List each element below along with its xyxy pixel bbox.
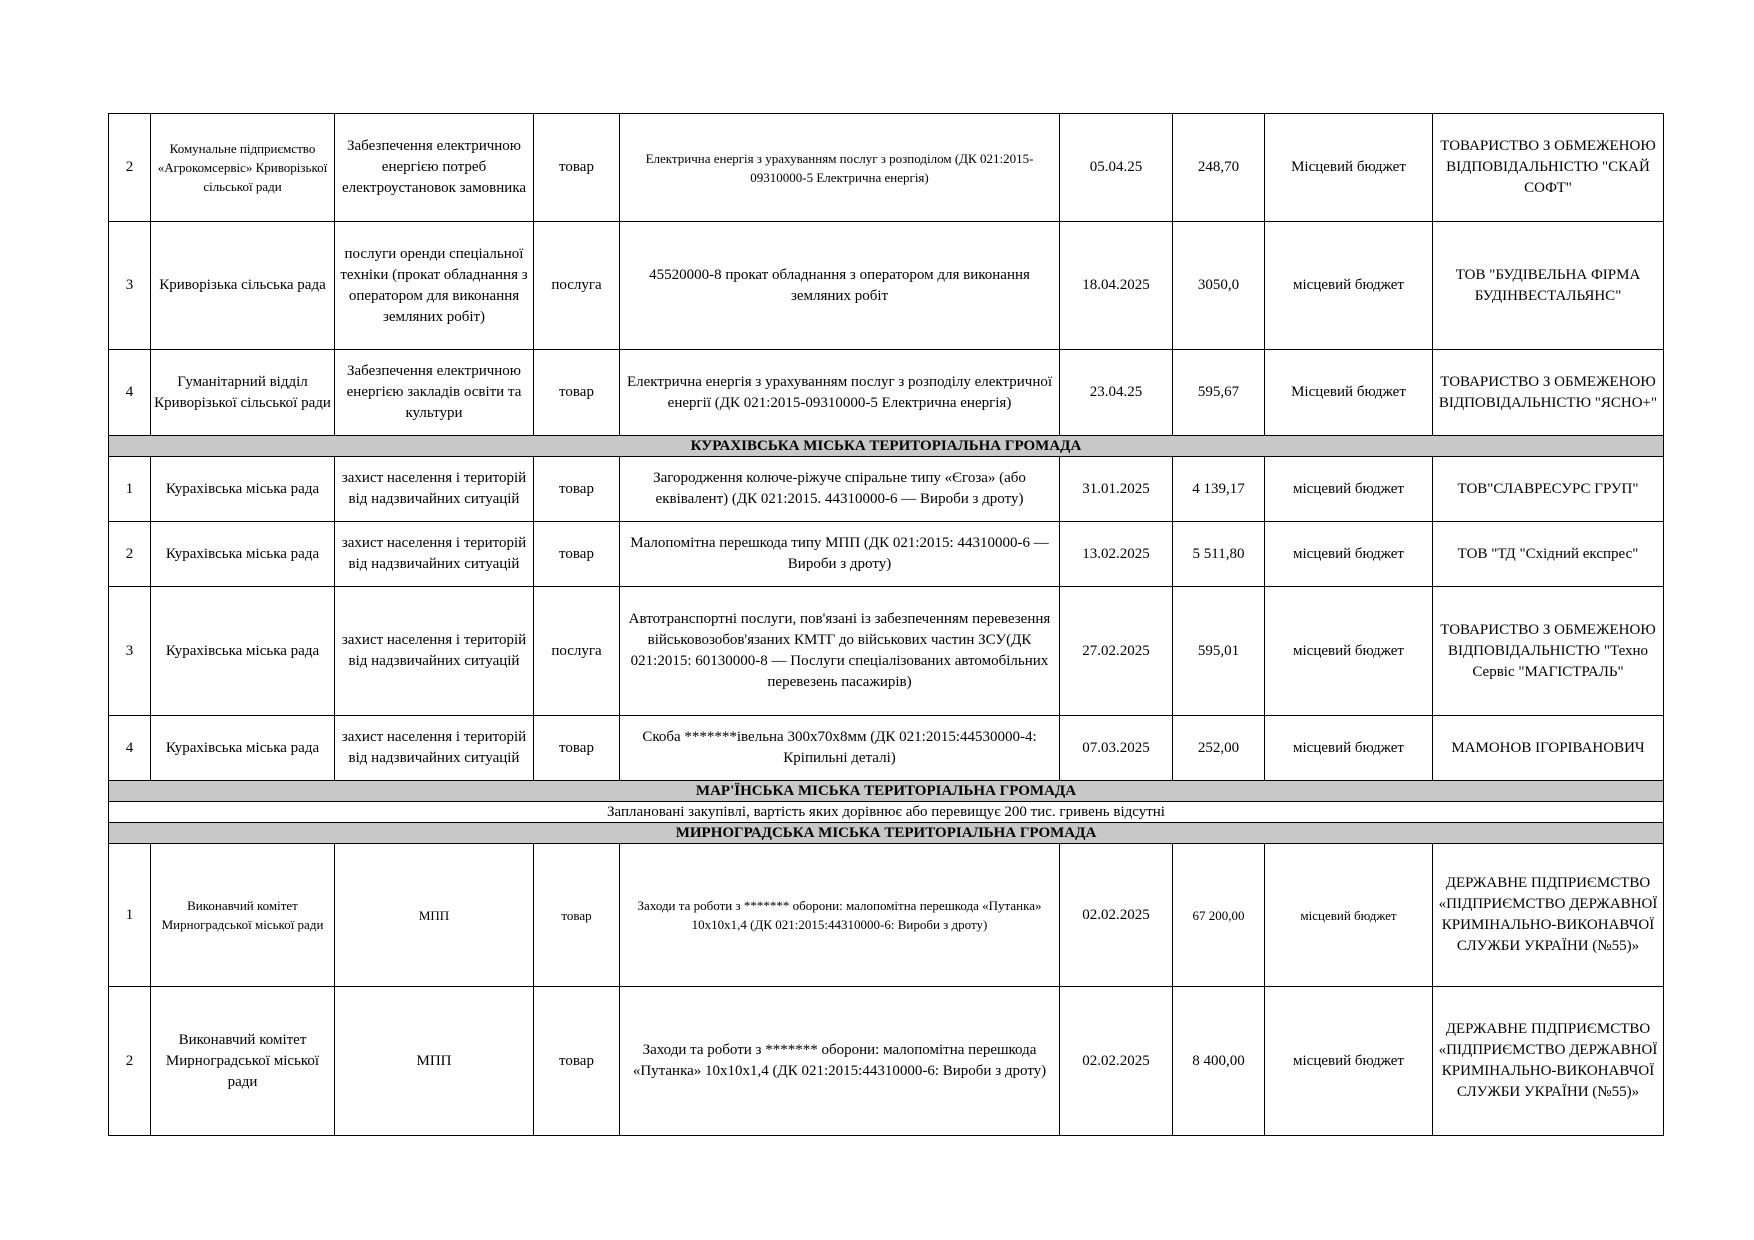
cell-amount: 4 139,17: [1173, 457, 1265, 522]
cell-subject: Скоба *******івельна 300х70х8мм (ДК 021:2015:44530000-4: Кріпильні деталі): [620, 716, 1060, 781]
cell-date: 18.04.2025: [1060, 222, 1173, 350]
cell-supplier: ТОВАРИСТВО З ОБМЕЖЕНОЮ ВІДПОВІДАЛЬНІСТЮ "ЯСНО+": [1433, 350, 1664, 436]
cell-subject: Автотранспортні послуги, пов'язані із забезпеченням перевезення військовозобов'язаних КМТГ до військових частин ЗСУ(ДК 021:2015: 60130000-8 — Послуги спеціалізованих автомобільних перевезень пасажирів): [620, 587, 1060, 716]
cell-type: товар: [534, 844, 620, 987]
cell-source: Місцевий бюджет: [1265, 114, 1433, 222]
section-header-row: [109, 781, 1664, 802]
table-row: [109, 716, 1664, 781]
cell-customer: Виконавчий комітет Мирноградської міської ради: [151, 987, 335, 1136]
cell-no: 1: [109, 844, 151, 987]
cell-no: 1: [109, 457, 151, 522]
cell-customer: Курахівська міська рада: [151, 522, 335, 587]
cell-purpose: МПП: [335, 987, 534, 1136]
cell-date: 27.02.2025: [1060, 587, 1173, 716]
cell-purpose: Забезпечення електричною енергією потреб електроустановок замовника: [335, 114, 534, 222]
cell-date: 13.02.2025: [1060, 522, 1173, 587]
procurement-table: [108, 113, 1664, 1136]
cell-amount: 8 400,00: [1173, 987, 1265, 1136]
cell-date: 02.02.2025: [1060, 844, 1173, 987]
cell-type: товар: [534, 114, 620, 222]
section-header-row: [109, 823, 1664, 844]
cell-source: Місцевий бюджет: [1265, 350, 1433, 436]
cell-purpose: захист населення і територій від надзвичайних ситуацій: [335, 457, 534, 522]
cell-no: 4: [109, 350, 151, 436]
cell-amount: 252,00: [1173, 716, 1265, 781]
cell-supplier: МАМОНОВ ІГОРІВАНОВИЧ: [1433, 716, 1664, 781]
cell-customer: Криворізька сільська рада: [151, 222, 335, 350]
table-row: [109, 222, 1664, 350]
section-title: КУРАХІВСЬКА МІСЬКА ТЕРИТОРІАЛЬНА ГРОМАДА: [109, 436, 1664, 457]
table-row: [109, 587, 1664, 716]
cell-supplier: ДЕРЖАВНЕ ПІДПРИЄМСТВО «ПІДПРИЄМСТВО ДЕРЖАВНОЇ КРИМІНАЛЬНО-ВИКОНАВЧОЇ СЛУЖБИ УКРАЇНИ (№55)»: [1433, 844, 1664, 987]
cell-no: 4: [109, 716, 151, 781]
cell-supplier: ТОВ"СЛАВРЕСУРС ГРУП": [1433, 457, 1664, 522]
cell-purpose: Забезпечення електричною енергією закладів освіти та культури: [335, 350, 534, 436]
cell-amount: 3050,0: [1173, 222, 1265, 350]
cell-date: 02.02.2025: [1060, 987, 1173, 1136]
cell-customer: Комунальне підприємство «Агрокомсервіс» Криворізької сільської ради: [151, 114, 335, 222]
cell-type: послуга: [534, 587, 620, 716]
cell-type: товар: [534, 987, 620, 1136]
cell-type: послуга: [534, 222, 620, 350]
cell-purpose: захист населення і територій від надзвичайних ситуацій: [335, 522, 534, 587]
section-title: МИРНОГРАДСЬКА МІСЬКА ТЕРИТОРІАЛЬНА ГРОМАДА: [109, 823, 1664, 844]
cell-source: місцевий бюджет: [1265, 716, 1433, 781]
cell-amount: 595,01: [1173, 587, 1265, 716]
cell-source: місцевий бюджет: [1265, 222, 1433, 350]
procurement-table-body: [109, 114, 1664, 1136]
cell-purpose: МПП: [335, 844, 534, 987]
section-title: МАР'ЇНСЬКА МІСЬКА ТЕРИТОРІАЛЬНА ГРОМАДА: [109, 781, 1664, 802]
cell-no: 3: [109, 587, 151, 716]
cell-subject: Заходи та роботи з ******* оборони: малопомітна перешкода «Путанка» 10х10х1,4 (ДК 021:2015:44310000-6: Вироби з дроту): [620, 987, 1060, 1136]
table-row: [109, 350, 1664, 436]
cell-date: 31.01.2025: [1060, 457, 1173, 522]
cell-subject: Заходи та роботи з ******* оборони: малопомітна перешкода «Путанка» 10х10х1,4 (ДК 021:2015:44310000-6: Вироби з дроту): [620, 844, 1060, 987]
cell-source: місцевий бюджет: [1265, 987, 1433, 1136]
table-row: [109, 114, 1664, 222]
cell-purpose: захист населення і територій від надзвичайних ситуацій: [335, 716, 534, 781]
cell-date: 23.04.25: [1060, 350, 1173, 436]
cell-amount: 5 511,80: [1173, 522, 1265, 587]
cell-purpose: захист населення і територій від надзвичайних ситуацій: [335, 587, 534, 716]
cell-date: 07.03.2025: [1060, 716, 1173, 781]
cell-supplier: ТОВАРИСТВО З ОБМЕЖЕНОЮ ВІДПОВІДАЛЬНІСТЮ "СКАЙ СОФТ": [1433, 114, 1664, 222]
cell-customer: Курахівська міська рада: [151, 587, 335, 716]
cell-source: місцевий бюджет: [1265, 457, 1433, 522]
cell-subject: Електрична енергія з урахуванням послуг з розподілу електричної енергії (ДК 021:2015-09310000-5 Електрична енергія): [620, 350, 1060, 436]
cell-type: товар: [534, 350, 620, 436]
cell-date: 05.04.25: [1060, 114, 1173, 222]
cell-no: 2: [109, 522, 151, 587]
cell-no: 3: [109, 222, 151, 350]
cell-amount: 248,70: [1173, 114, 1265, 222]
section-header-row: [109, 436, 1664, 457]
cell-type: товар: [534, 522, 620, 587]
cell-purpose: послуги оренди спеціальної техніки (прокат обладнання з оператором для виконання земляних робіт): [335, 222, 534, 350]
table-row: [109, 522, 1664, 587]
cell-customer: Гуманітарний відділ Криворізької сільської ради: [151, 350, 335, 436]
cell-subject: Електрична енергія з урахуванням послуг з розподілом (ДК 021:2015-09310000-5 Електрична енергія): [620, 114, 1060, 222]
cell-no: 2: [109, 987, 151, 1136]
cell-type: товар: [534, 716, 620, 781]
cell-no: 2: [109, 114, 151, 222]
cell-amount: 67 200,00: [1173, 844, 1265, 987]
cell-customer: Курахівська міська рада: [151, 716, 335, 781]
cell-source: місцевий бюджет: [1265, 587, 1433, 716]
cell-supplier: ТОВ "ТД "Східний експрес": [1433, 522, 1664, 587]
section-note: Заплановані закупівлі, вартість яких дорівнює або перевищує 200 тис. гривень відсутні: [109, 802, 1664, 823]
cell-subject: 45520000-8 прокат обладнання з оператором для виконання земляних робіт: [620, 222, 1060, 350]
table-row: [109, 987, 1664, 1136]
cell-source: місцевий бюджет: [1265, 844, 1433, 987]
cell-source: місцевий бюджет: [1265, 522, 1433, 587]
cell-type: товар: [534, 457, 620, 522]
cell-supplier: ДЕРЖАВНЕ ПІДПРИЄМСТВО «ПІДПРИЄМСТВО ДЕРЖАВНОЇ КРИМІНАЛЬНО-ВИКОНАВЧОЇ СЛУЖБИ УКРАЇНИ (№55)»: [1433, 987, 1664, 1136]
cell-supplier: ТОВ "БУДІВЕЛЬНА ФІРМА БУДІНВЕСТАЛЬЯНС": [1433, 222, 1664, 350]
cell-subject: Малопомітна перешкода типу МПП (ДК 021:2015: 44310000-6 — Вироби з дроту): [620, 522, 1060, 587]
section-note-row: [109, 802, 1664, 823]
cell-customer: Виконавчий комітет Мирноградської міської ради: [151, 844, 335, 987]
cell-subject: Загородження колюче-ріжуче спіральне типу «Єгоза» (або еквівалент) (ДК 021:2015. 44310000-6 — Вироби з дроту): [620, 457, 1060, 522]
table-row: [109, 844, 1664, 987]
cell-supplier: ТОВАРИСТВО З ОБМЕЖЕНОЮ ВІДПОВІДАЛЬНІСТЮ "Техно Сервіс "МАГІСТРАЛЬ": [1433, 587, 1664, 716]
table-row: [109, 457, 1664, 522]
cell-customer: Курахівська міська рада: [151, 457, 335, 522]
cell-amount: 595,67: [1173, 350, 1265, 436]
